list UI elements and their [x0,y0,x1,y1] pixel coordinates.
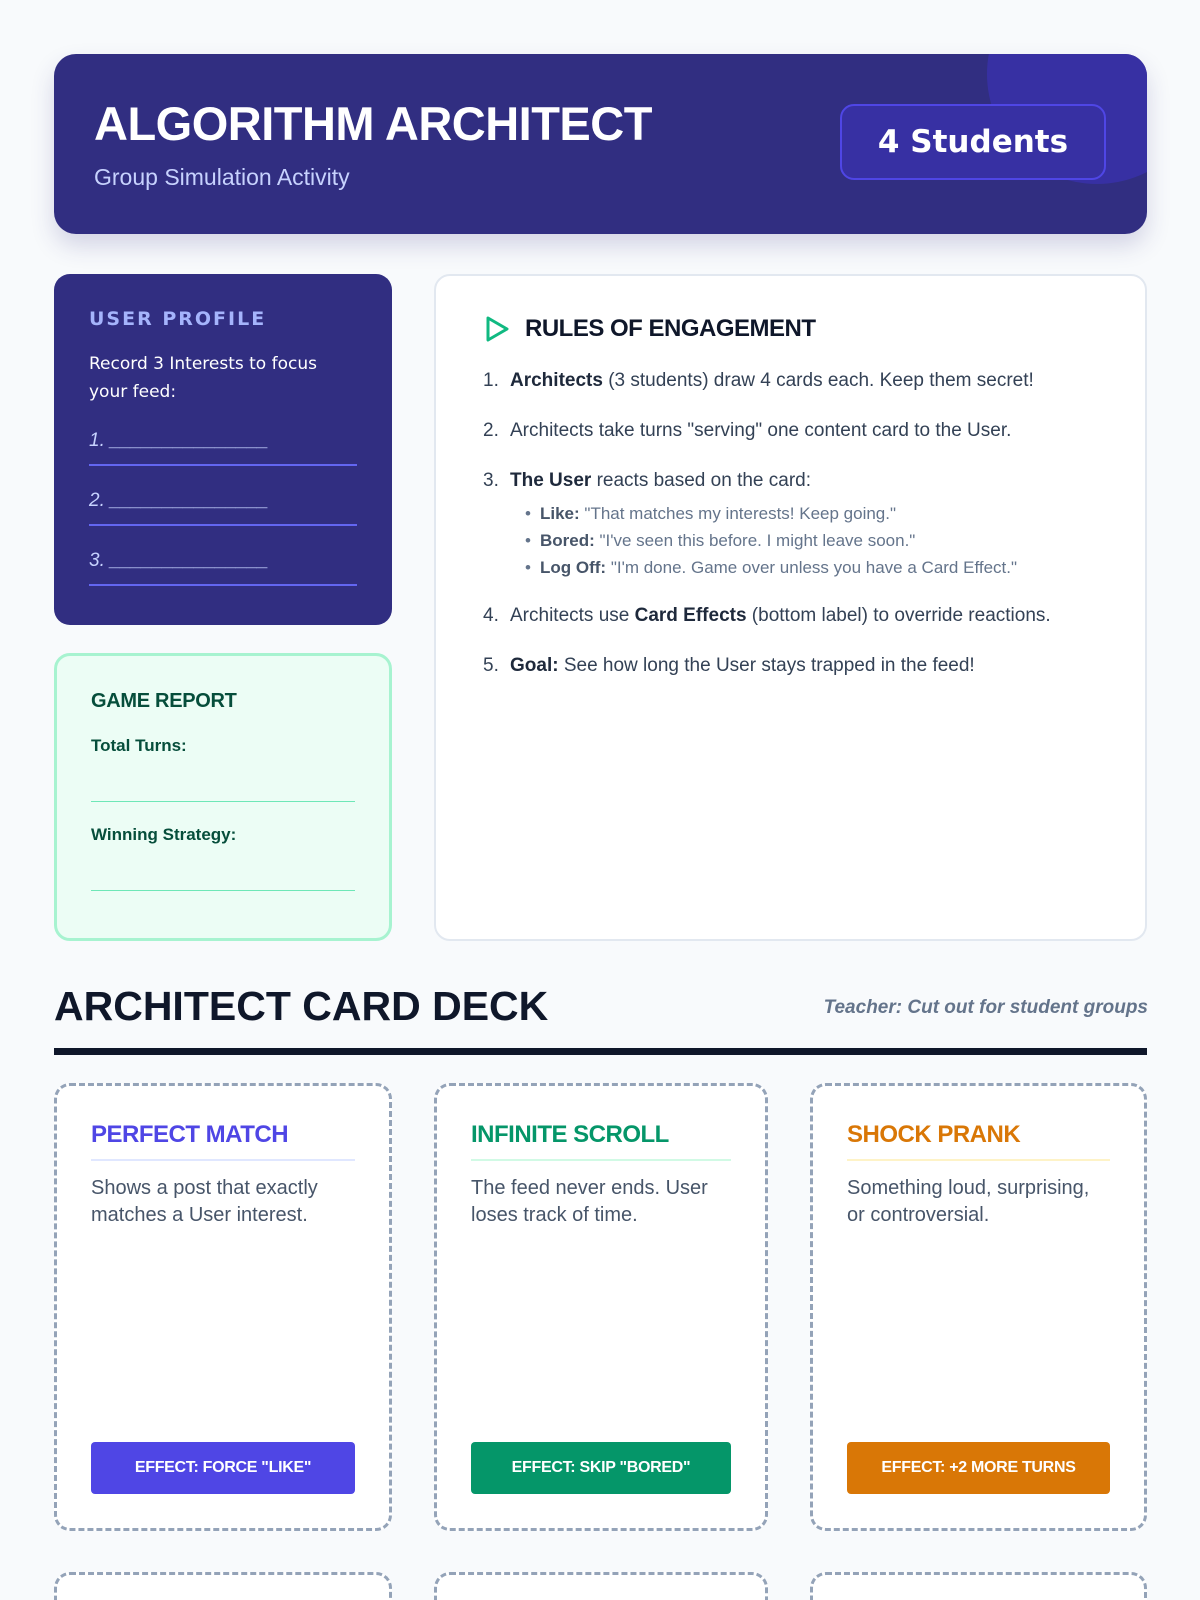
card-partial [54,1572,392,1600]
card-infinite-scroll [434,1083,768,1531]
interest-field-2[interactable]: 2. _______________ [89,466,357,526]
rule-item [483,366,1100,396]
reaction-label: Log Off: [540,558,607,577]
rule-number: 1. [483,370,499,391]
rules-panel [434,274,1147,941]
card-title: SHOCK PRANK [847,1121,1110,1161]
reaction-item [510,527,1017,554]
winning-strategy-field[interactable] [91,845,355,891]
play-icon [483,314,511,344]
card-title: PERFECT MATCH [91,1121,355,1161]
card-description: Something loud, surprising, or controversial. [847,1177,1090,1226]
user-profile-title: USER PROFILE [89,308,267,330]
rule-item [483,416,1100,446]
rules-list [483,366,1100,681]
rule-number: 2. [483,420,499,441]
reaction-label: Bored: [540,531,595,550]
total-turns-field[interactable] [91,756,355,802]
rules-title: RULES OF ENGAGEMENT [525,315,816,342]
rule-text: Architects take turns "serving" one content card to the User. [510,420,1012,441]
card-perfect-match [54,1083,392,1531]
card-effect-label: EFFECT: FORCE "LIKE" [91,1442,355,1494]
rule-item [483,466,1100,581]
card-partial [810,1572,1147,1600]
reaction-item [510,554,1017,581]
total-turns-label: Total Turns: [91,736,187,755]
user-profile-panel [54,274,392,625]
reaction-item [510,500,1017,527]
bullet-icon: • [525,558,531,577]
rule-item [483,601,1100,631]
card-description: The feed never ends. User loses track of time. [471,1177,708,1226]
rule-bold: Goal: [510,655,559,676]
rule-bold: Architects [510,370,603,391]
rule-text: Architects use [510,605,635,626]
reaction-list [510,500,1017,581]
interest-field-1[interactable]: 1. _______________ [89,406,357,466]
rule-number: 5. [483,655,499,676]
page-subtitle: Group Simulation Activity [94,164,350,190]
reaction-text: "That matches my interests! Keep going." [579,504,897,523]
deck-note: Teacher: Cut out for student groups [823,997,1148,1018]
card-partial [434,1572,768,1600]
page-title: ALGORITHM ARCHITECT [94,97,652,150]
game-report-title: GAME REPORT [91,690,237,712]
rule-bold: The User [510,470,592,491]
card-effect-label: EFFECT: SKIP "BORED" [471,1442,731,1494]
reaction-text: "I'm done. Game over unless you have a Card Effect." [606,558,1018,577]
bullet-icon: • [525,504,531,523]
rule-text: reacts based on the card: [591,470,811,491]
student-count-badge: 4 Students [840,104,1106,180]
winning-strategy-label: Winning Strategy: [91,825,237,844]
bullet-icon: • [525,531,531,550]
rule-text: (3 students) draw 4 cards each. Keep them secret! [602,370,1034,391]
interest-field-3[interactable]: 3. _______________ [89,526,357,586]
deck-divider [54,1048,1147,1055]
deck-title: ARCHITECT CARD DECK [54,983,549,1029]
game-report-panel [54,653,392,941]
rule-item [483,651,1100,681]
rule-text: See how long the User stays trapped in the feed! [558,655,975,676]
header-banner [54,54,1147,234]
user-profile-description: Record 3 Interests to focus your feed: [89,354,317,402]
rule-text: (bottom label) to override reactions. [746,605,1051,626]
reaction-text: "I've seen this before. I might leave soon." [594,531,916,550]
rule-number: 4. [483,605,499,626]
reaction-label: Like: [540,504,580,523]
rule-number: 3. [483,470,499,491]
rule-bold: Card Effects [634,605,747,626]
card-shock-prank [810,1083,1147,1531]
card-effect-label: EFFECT: +2 MORE TURNS [847,1442,1110,1494]
card-description: Shows a post that exactly matches a User interest. [91,1177,318,1226]
card-title: INFINITE SCROLL [471,1121,731,1161]
